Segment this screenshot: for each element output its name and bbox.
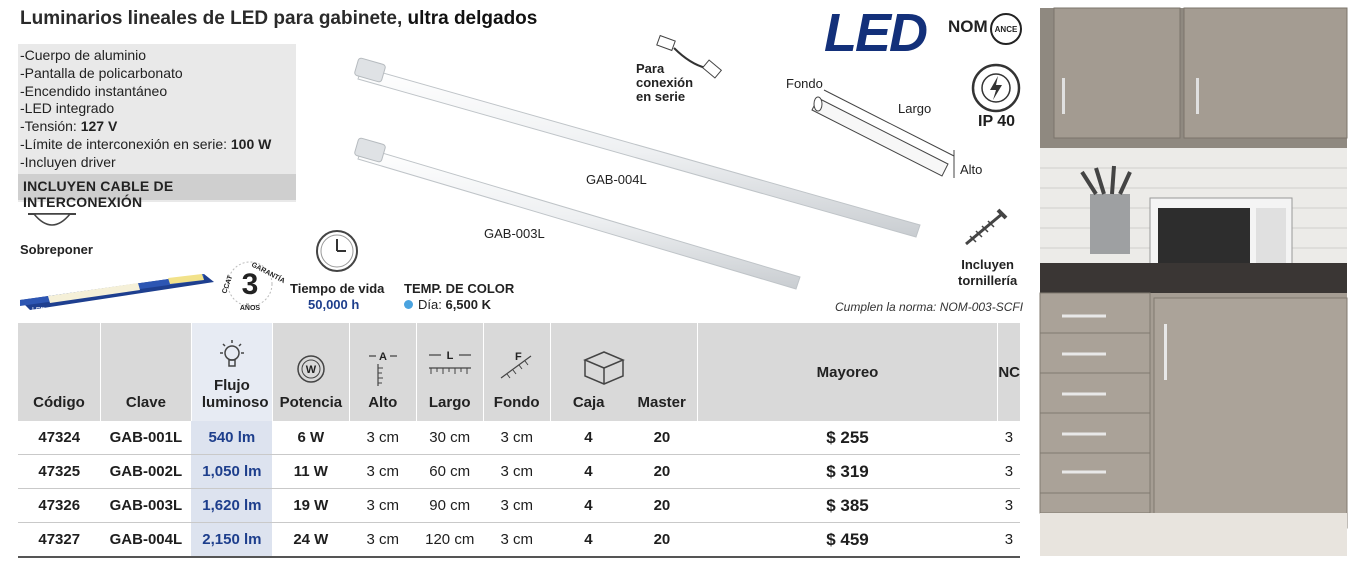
cell-codigo: 47325	[18, 455, 100, 489]
life-label: Tiempo de vida	[290, 281, 385, 296]
header-master-label: Master	[637, 394, 686, 411]
screw-icon	[958, 206, 1010, 250]
cell-caja: 4	[550, 523, 627, 558]
dim-length-label: Largo	[898, 101, 932, 116]
product-label-bottom: GAB-003L	[484, 226, 545, 241]
feature-item	[20, 136, 271, 154]
cell-nc: 3	[998, 489, 1020, 523]
cell-alto: 3 cm	[349, 421, 416, 455]
cell-largo: 90 cm	[416, 489, 483, 523]
norm-text: Cumplen la norma: NOM-003-SCFI	[835, 300, 1024, 314]
height-icon	[366, 348, 400, 388]
cell-codigo: 47327	[18, 523, 100, 558]
cell-flujo: 2,150 lm	[191, 523, 272, 558]
color-temp-prefix: Día:	[418, 297, 446, 312]
cell-mayoreo: $ 459	[697, 523, 998, 558]
cell-clave: GAB-004L	[100, 523, 191, 558]
feature-item	[20, 65, 271, 83]
cell-largo: 120 cm	[416, 523, 483, 558]
feature-text: -Límite de interconexión en serie:	[20, 135, 231, 152]
feature-item	[20, 47, 271, 65]
power-watt-icon	[293, 354, 329, 384]
cell-alto: 3 cm	[349, 523, 416, 558]
cell-codigo: 47324	[18, 421, 100, 455]
header-potencia	[272, 323, 349, 421]
mount-label: Sobreponer	[20, 242, 93, 257]
table-row	[18, 455, 1020, 489]
cell-potencia: 24 W	[272, 523, 349, 558]
color-temp-label: TEMP. DE COLOR	[404, 281, 515, 296]
cell-codigo: 47326	[18, 489, 100, 523]
header-largo	[416, 323, 483, 421]
cell-potencia: 6 W	[272, 421, 349, 455]
table-row	[18, 489, 1020, 523]
box-icon	[581, 348, 627, 388]
kitchen-photo	[1040, 8, 1347, 556]
cell-nc: 3	[998, 421, 1020, 455]
feature-text: -Encendido instantáneo	[20, 82, 168, 99]
cell-fondo: 3 cm	[483, 489, 550, 523]
cell-clave: GAB-001L	[100, 421, 191, 455]
dim-height-label: Alto	[960, 162, 983, 177]
screws-label-line: tornillería	[958, 273, 1018, 288]
features-list	[20, 47, 271, 172]
cell-flujo: 1,620 lm	[191, 489, 272, 523]
header-caja-label: Caja	[572, 394, 605, 411]
height-icon-letter: A	[378, 351, 387, 363]
header-nc: NC	[998, 323, 1020, 421]
table-header-row	[18, 323, 1020, 421]
feature-item	[20, 154, 271, 172]
header-alto-label: Alto	[368, 394, 398, 411]
cell-caja: 4	[550, 489, 627, 523]
cell-potencia: 19 W	[272, 489, 349, 523]
color-temp-value: 6,500 K	[445, 297, 492, 312]
light-bulb-icon	[217, 339, 247, 371]
cell-potencia: 11 W	[272, 455, 349, 489]
cell-flujo: 540 lm	[191, 421, 272, 455]
guarantee-bottom-text: AÑOS	[239, 305, 261, 312]
length-icon	[427, 348, 473, 378]
cell-fondo: 3 cm	[483, 523, 550, 558]
header-fondo	[483, 323, 550, 421]
depth-icon	[497, 348, 537, 382]
ip-rating-text: IP 40	[978, 113, 1016, 130]
guarantee-left-text: CCAT	[221, 274, 235, 295]
led-logo: LED	[824, 3, 926, 63]
cell-master: 20	[627, 455, 697, 489]
cell-master: 20	[627, 489, 697, 523]
page-title	[20, 8, 537, 30]
daylight-dot-icon	[404, 300, 413, 309]
nom-logo	[948, 17, 988, 41]
feature-value: 127 V	[80, 118, 118, 135]
screws-label-line: Incluyen	[961, 257, 1014, 272]
title-normal: Luminarios lineales de LED para gabinete,	[20, 8, 403, 29]
cell-caja: 4	[550, 455, 627, 489]
cell-clave: GAB-002L	[100, 455, 191, 489]
cell-clave: GAB-003L	[100, 489, 191, 523]
header-fondo-label: Fondo	[493, 394, 540, 411]
power-icon-letter: W	[305, 364, 317, 376]
box-led-text: LED	[32, 307, 46, 314]
series-connector-icon	[650, 34, 730, 94]
cell-master: 20	[627, 523, 697, 558]
header-largo-label: Largo	[428, 394, 471, 411]
cell-nc: 3	[998, 455, 1020, 489]
cell-fondo: 3 cm	[483, 421, 550, 455]
cell-mayoreo: $ 255	[697, 421, 998, 455]
header-flujo	[191, 323, 272, 421]
header-flujo-label: Flujo luminoso	[201, 377, 269, 411]
feature-item	[20, 83, 271, 101]
cell-mayoreo: $ 319	[697, 455, 998, 489]
feature-text: -LED integrado	[20, 100, 115, 117]
feature-text: -Cuerpo de aluminio	[20, 47, 147, 63]
header-mayoreo: Mayoreo	[697, 323, 998, 421]
feature-text: -Pantalla de policarbonato	[20, 64, 183, 81]
header-potencia-label: Potencia	[279, 394, 343, 411]
cell-alto: 3 cm	[349, 455, 416, 489]
cell-alto: 3 cm	[349, 489, 416, 523]
feature-item	[20, 100, 271, 118]
guarantee-seal	[220, 254, 286, 314]
color-temp-row	[404, 297, 491, 312]
cell-fondo: 3 cm	[483, 455, 550, 489]
header-caja	[550, 323, 627, 421]
cell-flujo: 1,050 lm	[191, 455, 272, 489]
length-icon-letter: L	[446, 350, 454, 362]
product-table	[18, 323, 1020, 558]
ip-rating-icon	[970, 62, 1022, 114]
feature-text: -Incluyen driver	[20, 153, 116, 170]
feature-text: -Tensión:	[20, 118, 81, 135]
ance-logo	[986, 12, 1026, 46]
dimensions-diagram	[810, 88, 960, 188]
depth-icon-letter: F	[514, 351, 522, 363]
ance-logo-text: ANCE	[994, 25, 1018, 34]
header-clave: Clave	[100, 323, 191, 421]
connection-label-line: Para	[636, 61, 665, 76]
life-value: 50,000 h	[308, 297, 360, 312]
connection-label-line: conexión	[636, 75, 694, 90]
header-alto	[349, 323, 416, 421]
cell-caja: 4	[550, 421, 627, 455]
table-row	[18, 523, 1020, 558]
header-codigo: Código	[18, 323, 100, 421]
feature-item	[20, 118, 271, 136]
cell-master: 20	[627, 421, 697, 455]
product-label-top: GAB-004L	[586, 172, 647, 187]
table-body	[18, 421, 1020, 557]
product-box-image	[18, 268, 218, 316]
table-row	[18, 421, 1020, 455]
cell-mayoreo: $ 385	[697, 489, 998, 523]
cell-nc: 3	[998, 523, 1020, 558]
connection-label-line: en serie	[636, 89, 686, 104]
cell-largo: 60 cm	[416, 455, 483, 489]
title-bold: ultra delgados	[407, 8, 538, 29]
dim-depth-label: Fondo	[786, 76, 823, 91]
guarantee-years: 3	[241, 268, 259, 301]
surface-mount-icon	[26, 210, 78, 234]
feature-value: 100 W	[230, 135, 272, 152]
guarantee-arc-text: GARANTÍA	[250, 261, 286, 286]
cable-banner	[18, 174, 296, 210]
nom-logo-text: NOM	[948, 17, 988, 36]
header-master	[627, 323, 697, 421]
cable-label: INCLUYEN CABLE DE INTERCONEXIÓN	[23, 178, 174, 210]
screws-label	[958, 257, 1017, 289]
cell-largo: 30 cm	[416, 421, 483, 455]
